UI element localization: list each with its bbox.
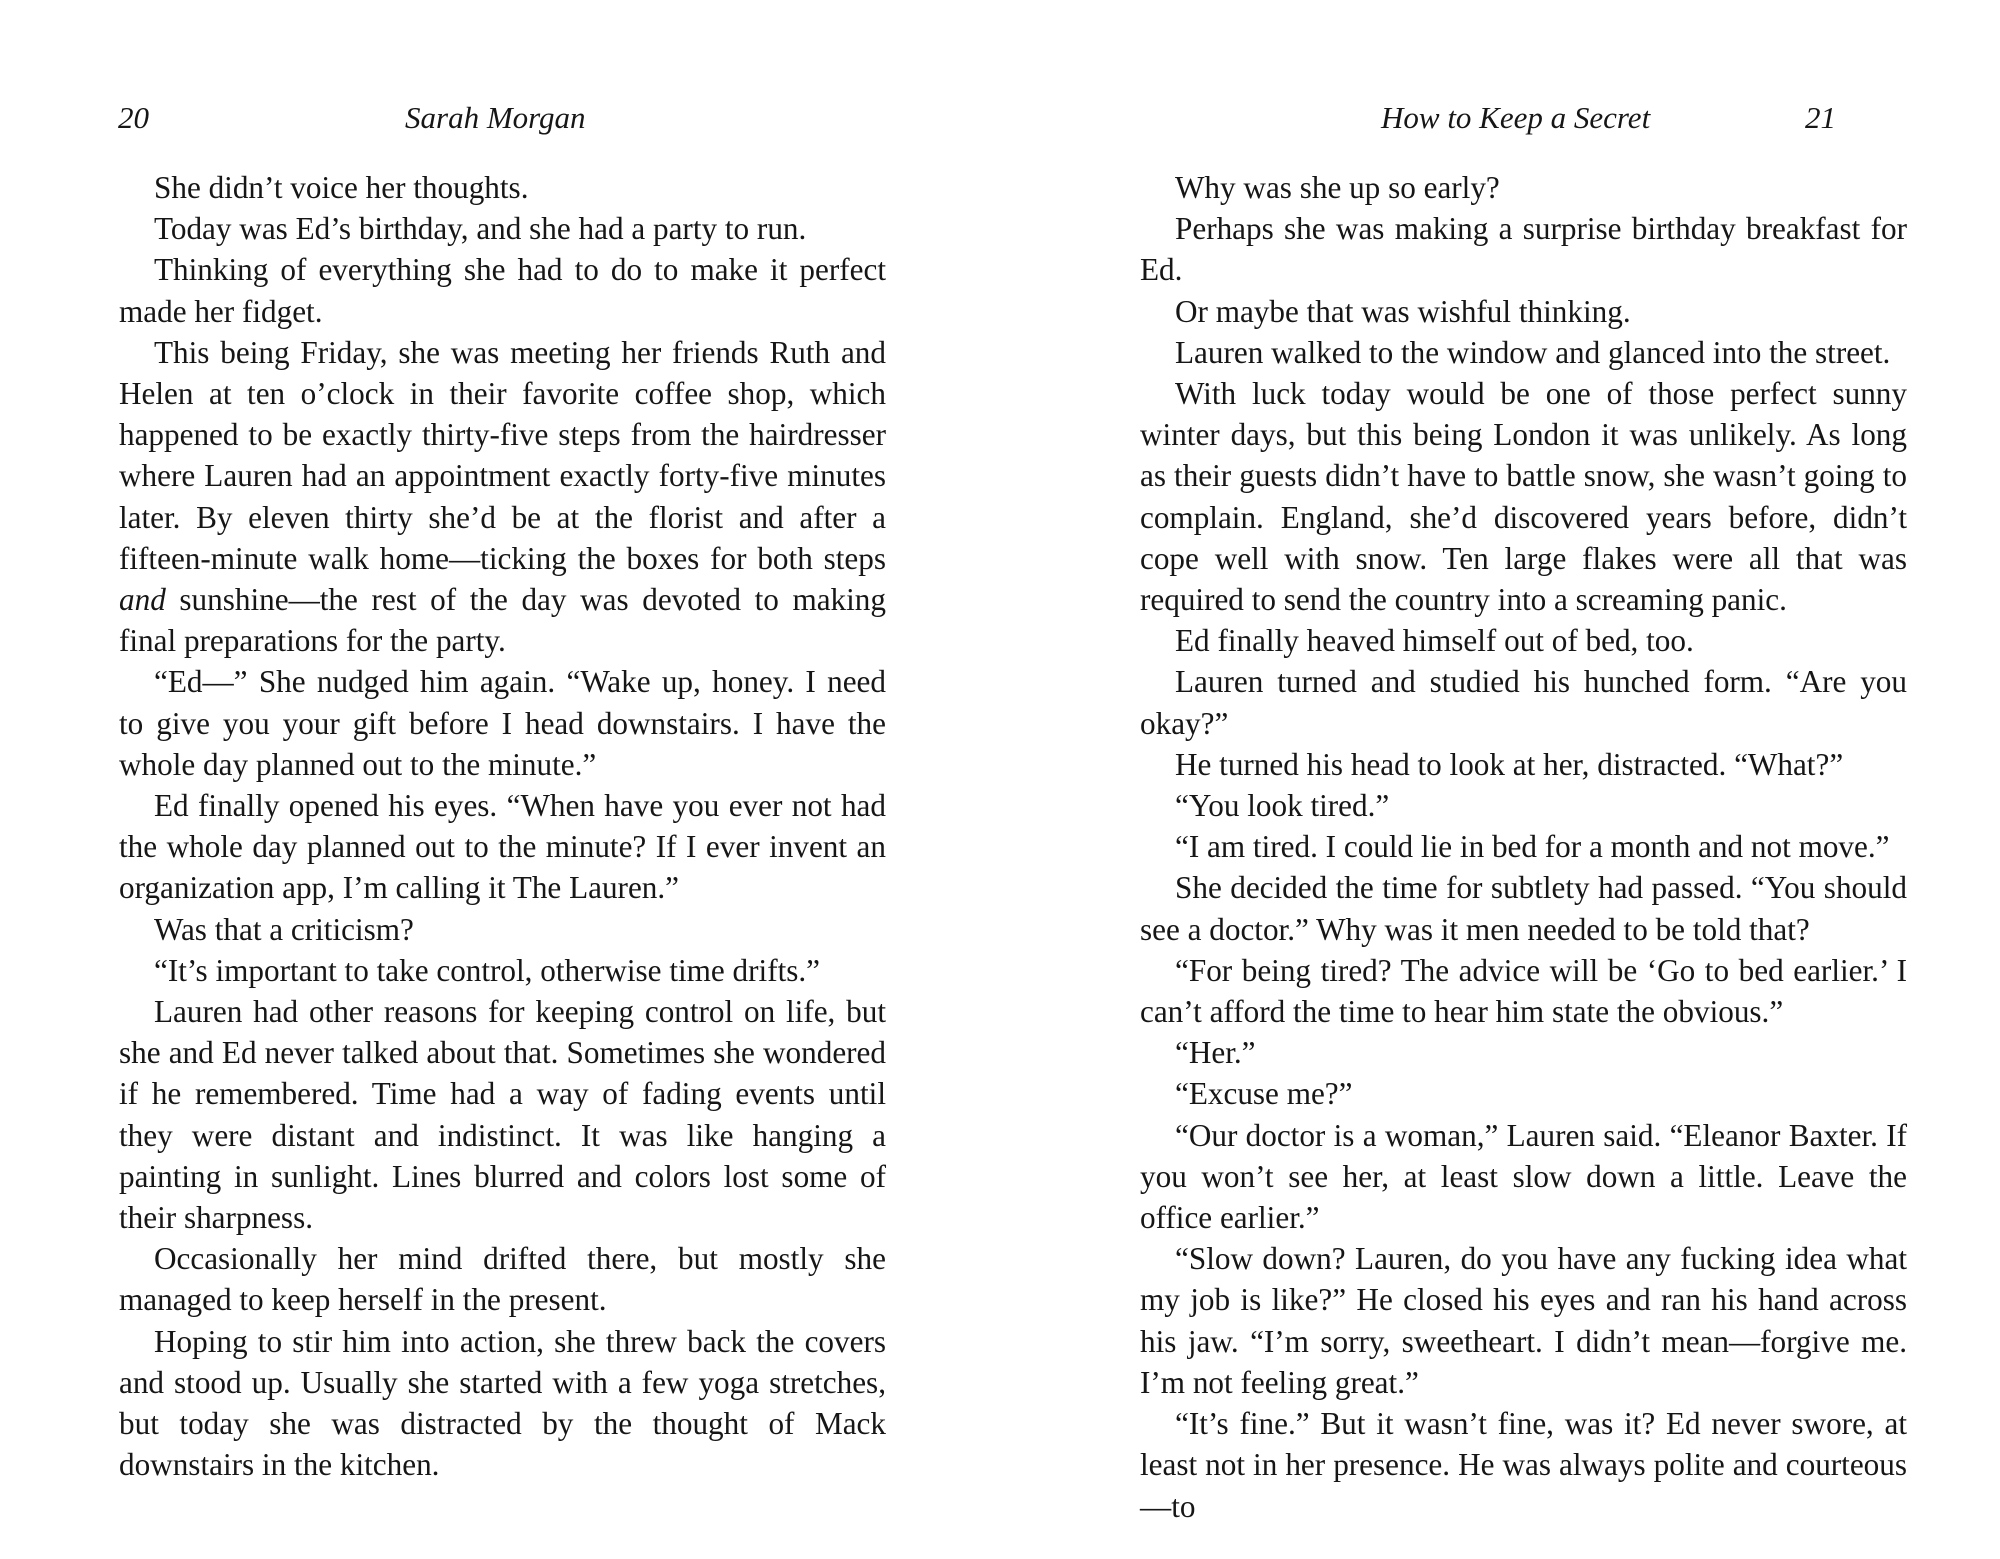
- paragraph: Was that a criticism?: [154, 911, 414, 947]
- paragraph: “Ed—” She nudged him again. “Wake up, honey. I need to give you your gift before I head downstairs. I have the whole day planned out to the minute.”: [119, 664, 886, 782]
- author-running-head: Sarah Morgan: [405, 100, 586, 135]
- paragraph: “For being tired? The advice will be ‘Go to bed earlier.’ I can’t afford the time to hear him state the obvious.”: [1140, 952, 1907, 1030]
- paragraph: Lauren had other reasons for keeping control on life, but she and Ed never talked about that. Sometimes she wondered if he remembered. Time had a way of fading events until they were distant and indistinct. It was like hanging a painting in sunlight. Lines blurred and colors lost some of their sharpness.: [119, 994, 886, 1236]
- paragraph-text: This being Friday, she was meeting her friends Ruth and Helen at ten o’clock in their favorite coffee shop, which happened to be exactly thirty-five steps from the hairdresser where Lauren had an appointment exactly forty-five minutes later. By eleven thirty she’d be at the florist and after a fifteen-minute walk home—ticking the boxes for both steps: [119, 334, 886, 576]
- paragraph: Thinking of everything she had to do to make it perfect made her fidget.: [119, 252, 886, 329]
- paragraph: Ed finally opened his eyes. “When have you ever not had the whole day planned out to the minute? If I ever invent an organization app, I’m calling it The Lauren.”: [119, 788, 886, 906]
- paragraph: Today was Ed’s birthday, and she had a party to run.: [154, 211, 807, 247]
- paragraph: “You look tired.”: [1175, 788, 1390, 824]
- paragraph: “I am tired. I could lie in bed for a month and not move.”: [1175, 829, 1890, 865]
- paragraph: He turned his head to look at her, distracted. “What?”: [1175, 746, 1844, 782]
- right-page: [1000, 0, 2000, 1559]
- paragraph: [119, 332, 886, 662]
- paragraph: Or maybe that was wishful thinking.: [1175, 293, 1631, 329]
- paragraph: “Excuse me?”: [1175, 1076, 1353, 1112]
- page-number: 20: [118, 100, 149, 135]
- paragraph: “Our doctor is a woman,” Lauren said. “Eleanor Baxter. If you won’t see her, at least slow down a little. Leave the office earlier.”: [1140, 1117, 1907, 1236]
- italic-emphasis: and: [119, 582, 166, 618]
- title-running-head: How to Keep a Secret: [1381, 100, 1651, 135]
- paragraph: Lauren walked to the window and glanced into the street.: [1175, 334, 1891, 370]
- paragraph: “It’s important to take control, otherwise time drifts.”: [154, 952, 821, 988]
- paragraph-text-end: sunshine—the rest of the day was devoted to making final preparations for the party.: [119, 582, 886, 659]
- paragraph: She didn’t voice her thoughts.: [154, 170, 529, 205]
- paragraph: Hoping to stir him into action, she threw back the covers and stood up. Usually she started with a few yoga stretches, but today she was distracted by the thought of Mack downstairs in the kitchen.: [119, 1323, 886, 1483]
- paragraph: Lauren turned and studied his hunched form. “Are you okay?”: [1140, 664, 1907, 741]
- paragraph: “It’s fine.” But it wasn’t fine, was it? Ed never swore, at least not in her presence. He was always polite and courteous—to: [1140, 1406, 1907, 1524]
- paragraph: “Her.”: [1175, 1035, 1256, 1071]
- paragraph: She decided the time for subtlety had passed. “You should see a doctor.” Why was it men needed to be told that?: [1140, 870, 1907, 947]
- paragraph: Occasionally her mind drifted there, but mostly she managed to keep herself in the present.: [119, 1241, 886, 1318]
- paragraph: “Slow down? Lauren, do you have any fucking idea what my job is like?” He closed his eyes and ran his hand across his jaw. “I’m sorry, sweetheart. I didn’t mean—forgive me. I’m not feeling great.”: [1140, 1241, 1907, 1400]
- right-page-body: [1140, 167, 1907, 1527]
- paragraph: Why was she up so early?: [1175, 170, 1500, 205]
- paragraph: Perhaps she was making a surprise birthday breakfast for Ed.: [1140, 211, 1907, 288]
- left-page-body: [119, 167, 886, 1486]
- paragraph: With luck today would be one of those perfect sunny winter days, but this being London it was unlikely. As long as their guests didn’t have to battle snow, she wasn’t going to complain. England, she’d discovered years before, didn’t cope well with snow. Ten large flakes were all that was required to send the country into a screaming panic.: [1140, 376, 1907, 618]
- page-number: 21: [1805, 100, 1836, 135]
- paragraph: Ed finally heaved himself out of bed, too.: [1175, 623, 1694, 659]
